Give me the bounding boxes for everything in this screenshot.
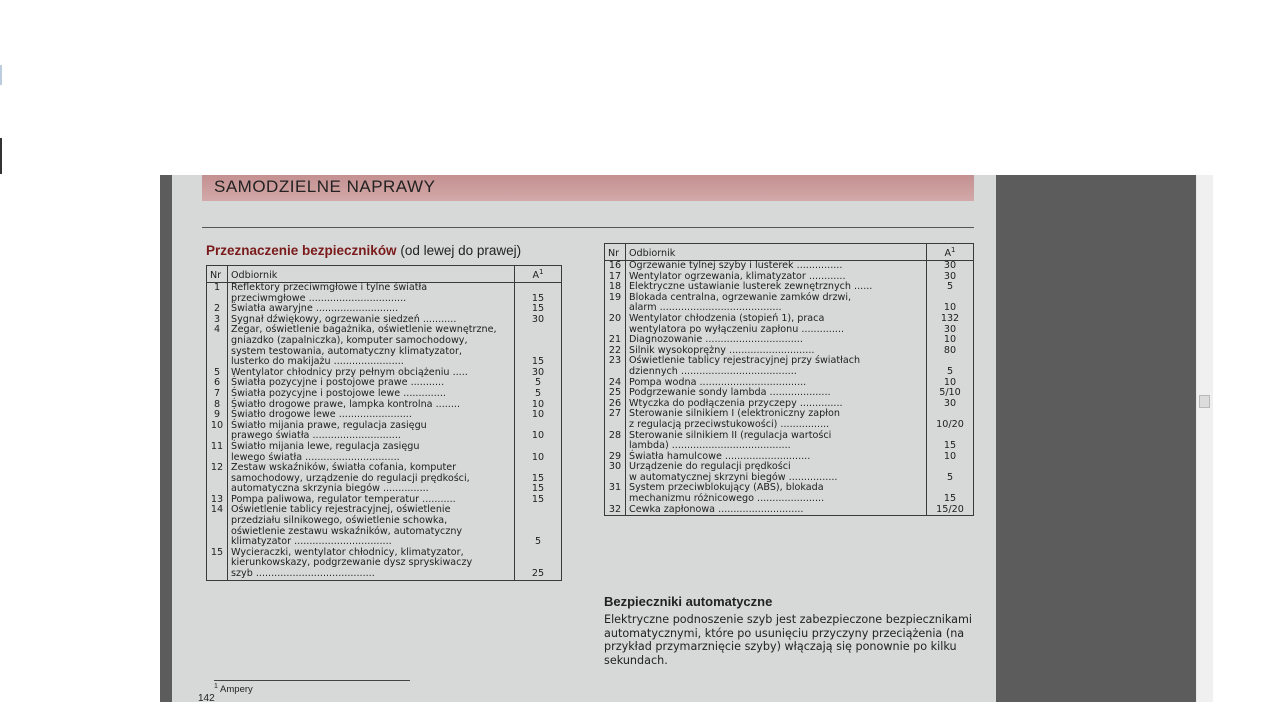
table-row <box>605 462 974 483</box>
fuse-amperage: 132 30 <box>927 314 974 335</box>
fuse-receiver: Elektryczne ustawianie lusterek zewnętrznych ...... <box>626 282 927 293</box>
fuse-amperage: 15 <box>927 483 974 504</box>
fuse-amperage: 15/20 <box>927 505 974 516</box>
fuse-number: 20 <box>605 314 626 335</box>
fuse-receiver: Światło drogowe lewe ........................ <box>228 410 515 421</box>
fuse-receiver: Pompa wodna ................................... <box>626 378 927 389</box>
fuse-number: 30 <box>605 462 626 483</box>
col-nr: Nr <box>605 244 626 261</box>
fuse-amperage: 15 15 <box>515 463 562 495</box>
table-row <box>605 314 974 335</box>
fuse-amperage: 10 <box>515 400 562 411</box>
header-rule <box>202 227 974 228</box>
fuse-receiver: Światła pozycyjne i postojowe prawe ........... <box>228 378 515 389</box>
auto-fuses-body: Elektryczne podnoszenie szyb jest zabezpieczone bezpiecznikami automatycznymi, które po usunięciu przyczyny przeciążenia (na przykład przymarznięcie szyby) włączają się ponownie po kilku sekundach. <box>604 613 973 667</box>
table-row <box>207 325 562 367</box>
col-receiver: Odbiornik <box>626 244 927 261</box>
table-row <box>207 421 562 442</box>
fuse-number: 25 <box>605 388 626 399</box>
fuse-number: 8 <box>207 400 228 411</box>
table-row <box>207 505 562 547</box>
section-title-bold: Przeznaczenie bezpieczników <box>206 243 397 258</box>
fuse-number: 13 <box>207 495 228 506</box>
fuse-receiver: Wentylator ogrzewania, klimatyzator ............ <box>626 272 927 283</box>
fuse-amperage: 80 <box>927 346 974 357</box>
fuse-receiver: Blokada centralna, ogrzewanie zamków drzwi, alarm ........................................ <box>626 293 927 314</box>
fuse-number: 19 <box>605 293 626 314</box>
vertical-scrollbar-track[interactable] <box>1196 175 1213 702</box>
fuse-amperage: 15 <box>515 304 562 315</box>
page-header-title: SAMODZIELNE NAPRAWY <box>214 177 436 196</box>
fuse-amperage: 30 <box>927 261 974 272</box>
fuse-number: 22 <box>605 346 626 357</box>
table-row <box>605 409 974 430</box>
fuse-receiver: Światło mijania lewe, regulacja zasięgu lewego światła ............................... <box>228 442 515 463</box>
fuse-receiver: Pompa paliwowa, regulator temperatur ........... <box>228 495 515 506</box>
fuse-amperage: 10 <box>927 378 974 389</box>
footnote: $^1$ Ampery <box>214 683 253 696</box>
fuse-amperage: 10 <box>927 452 974 463</box>
fuse-amperage: 25 <box>515 548 562 580</box>
fuse-table-left <box>206 265 562 581</box>
fuse-amperage: 30 <box>927 399 974 410</box>
table-row <box>207 548 562 580</box>
fuse-number: 18 <box>605 282 626 293</box>
fuse-amperage: 10 <box>515 421 562 442</box>
fuse-number: 15 <box>207 548 228 580</box>
fuse-receiver: Zegar, oświetlenie bagażnika, oświetlenie wewnętrzne, gniazdko (zapalniczka), komputer samochodowy, system testowania, automatyczny klimatyzator, lusterko do makijażu ....................... <box>228 325 515 367</box>
fuse-receiver: Wycieraczki, wentylator chłodnicy, klimatyzator, kierunkowskazy, podgrzewanie dysz spryskiwaczy szyb ....................................... <box>228 548 515 580</box>
page-number: 142 <box>198 693 215 702</box>
footnote-rule <box>214 680 410 681</box>
fuse-amperage: 15 <box>927 431 974 452</box>
fuse-number: 10 <box>207 421 228 442</box>
fuse-amperage: 5 <box>515 389 562 400</box>
fuse-number: 29 <box>605 452 626 463</box>
fuse-receiver: Sygnał dźwiękowy, ogrzewanie siedzeń ........... <box>228 315 515 326</box>
fuse-number: 14 <box>207 505 228 547</box>
fuse-number: 24 <box>605 378 626 389</box>
fuse-receiver: Cewka zapłonowa ............................ <box>626 505 927 516</box>
fuse-number: 21 <box>605 335 626 346</box>
fuse-number: 4 <box>207 325 228 367</box>
fuse-number: 2 <box>207 304 228 315</box>
table-row <box>207 442 562 463</box>
fuse-number: 6 <box>207 378 228 389</box>
viewer-background-left <box>160 175 172 702</box>
fuse-number: 11 <box>207 442 228 463</box>
fuse-amperage: 5 <box>515 378 562 389</box>
fuse-number: 12 <box>207 463 228 495</box>
fuse-amperage: 5 <box>927 462 974 483</box>
fuse-number: 17 <box>605 272 626 283</box>
page-header-band <box>202 175 974 201</box>
fuse-amperage: 5/10 <box>927 388 974 399</box>
fuse-receiver: Zestaw wskaźników, światła cofania, komputer samochodowy, urządzenie do regulacji prędkości, automatyczna skrzynia biegów ............... <box>228 463 515 495</box>
fuse-number: 3 <box>207 315 228 326</box>
fuse-amperage: 30 <box>515 315 562 326</box>
table-row <box>207 389 562 400</box>
fuse-receiver: Oświetlenie tablicy rejestracyjnej przy światłach dziennych ...................................... <box>626 356 927 377</box>
fuse-amperage: 5 <box>927 282 974 293</box>
fuse-receiver: System przeciwblokujący (ABS), blokada mechanizmu różnicowego ...................... <box>626 483 927 504</box>
fuse-receiver: Światła hamulcowe ............................ <box>626 452 927 463</box>
fuse-amperage: 15 <box>515 283 562 305</box>
fuse-receiver: Sterowanie silnikiem I (elektroniczny zapłon z regulacją przeciwstukowości) ................ <box>626 409 927 430</box>
table-row <box>605 261 974 272</box>
fuse-receiver: Wtyczka do podłączenia przyczepy .............. <box>626 399 927 410</box>
vertical-scrollbar-thumb[interactable] <box>1199 395 1210 408</box>
fuse-receiver: Wentylator chłodnicy przy pełnym obciążeniu ..... <box>228 368 515 379</box>
fuse-receiver: Sterowanie silnikiem II (regulacja wartości lambda) ....................................... <box>626 431 927 452</box>
fuse-number: 5 <box>207 368 228 379</box>
fuse-table-right <box>604 243 974 516</box>
left-edge-marker <box>0 138 2 174</box>
fuse-receiver: Oświetlenie tablicy rejestracyjnej, oświetlenie przedziału silnikowego, oświetlenie schowka, oświetlenie zestawu wskaźników, automatyczny klimatyzator ................................ <box>228 505 515 547</box>
table-row <box>605 431 974 452</box>
fuse-amperage: 10 <box>515 410 562 421</box>
fuse-number: 1 <box>207 283 228 305</box>
table-row <box>207 463 562 495</box>
fuse-amperage: 30 <box>515 368 562 379</box>
manual-page-photo <box>172 175 996 702</box>
section-title-rest: (od lewej do prawej) <box>400 243 522 258</box>
table-row <box>207 283 562 305</box>
fuse-amperage: 5 <box>927 356 974 377</box>
fuse-amperage: 15 <box>515 325 562 367</box>
fuse-number: 28 <box>605 431 626 452</box>
fuse-amperage: 10 <box>515 442 562 463</box>
col-nr: Nr <box>207 266 228 283</box>
fuse-number: 23 <box>605 356 626 377</box>
fuse-receiver: Silnik wysokoprężny ............................ <box>626 346 927 357</box>
fuse-number: 7 <box>207 389 228 400</box>
section-title <box>206 243 521 258</box>
fuse-receiver: Światło drogowe prawe, lampka kontrolna ........ <box>228 400 515 411</box>
viewer-background-right <box>996 175 1196 702</box>
fuse-number: 16 <box>605 261 626 272</box>
fuse-receiver: Ogrzewanie tylnej szyby i lusterek ............... <box>626 261 927 272</box>
fuse-receiver: Światła pozycyjne i postojowe lewe .............. <box>228 389 515 400</box>
fuse-amperage: 10 <box>927 335 974 346</box>
col-receiver: Odbiornik <box>228 266 515 283</box>
fuse-receiver: Diagnozowanie ................................ <box>626 335 927 346</box>
fuse-number: 27 <box>605 409 626 430</box>
fuse-receiver: Reflektory przeciwmgłowe i tylne światła przeciwmgłowe ................................ <box>228 283 515 305</box>
table-row <box>605 293 974 314</box>
fuse-receiver: Wentylator chłodzenia (stopień 1), praca wentylatora po wyłączeniu zapłonu .............. <box>626 314 927 335</box>
fuse-receiver: Światła awaryjne ........................... <box>228 304 515 315</box>
table-row <box>605 483 974 504</box>
col-amp: $A^1$ <box>927 244 974 261</box>
fuse-number: 31 <box>605 483 626 504</box>
table-row <box>605 356 974 377</box>
left-edge-marker <box>0 65 2 85</box>
col-amp: $A^1$ <box>515 266 562 283</box>
fuse-receiver: Światło mijania prawe, regulacja zasięgu prawego światła ............................. <box>228 421 515 442</box>
fuse-number: 9 <box>207 410 228 421</box>
fuse-amperage: 15 <box>515 495 562 506</box>
fuse-number: 32 <box>605 505 626 516</box>
bottom-blank-bar <box>0 702 1212 720</box>
fuse-receiver: Urządzenie do regulacji prędkości w automatycznej skrzyni biegów ................ <box>626 462 927 483</box>
fuse-amperage: 10/20 <box>927 409 974 430</box>
fuse-amperage: 5 <box>515 505 562 547</box>
viewer-left-strip <box>0 175 160 702</box>
auto-fuses-title: Bezpieczniki automatyczne <box>604 594 773 609</box>
fuse-number: 26 <box>605 399 626 410</box>
table-row <box>605 505 974 516</box>
fuse-amperage: 10 <box>927 293 974 314</box>
fuse-amperage: 30 <box>927 272 974 283</box>
blank-top-area <box>0 0 1280 175</box>
fuse-receiver: Podgrzewanie sondy lambda .................... <box>626 388 927 399</box>
